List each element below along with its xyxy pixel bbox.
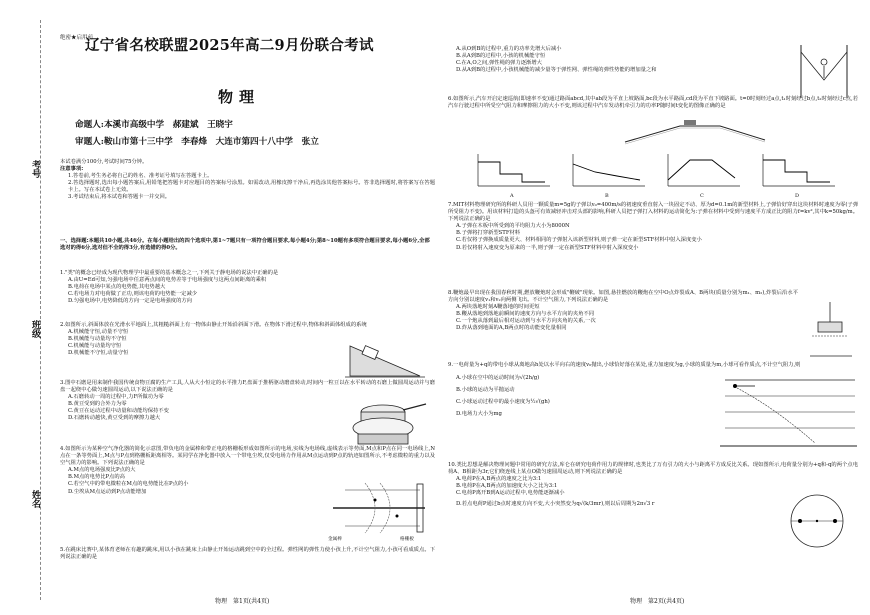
left-column <box>60 0 435 615</box>
option-b: B.从A到B的过程中,小孩的机械能守恒 <box>456 53 546 60</box>
graph-label-c: C <box>700 193 704 199</box>
question-5 <box>60 547 435 561</box>
question-stem: 2.如图所示,斜面体放在光滑水平地面上,其粗糙斜面上有一物体由静止开始沿斜面下滑。在物体下滑过程中,物体和斜面体组成的系统 <box>60 322 367 328</box>
road-figure <box>620 118 770 146</box>
orbit-figure <box>780 492 855 550</box>
graph-b <box>573 154 645 186</box>
option-b: B.黄豆受到的合外力为零 <box>68 401 127 408</box>
question-stem: 5.在跳床比赛中,某体育老师在有趣的跳床,用以小孩在跳床上由静止开始运动跳到空中的全过程。弹性网的弹性力使小孩上升,不计空气阻力,小孩可看成质点。下列说法正确的是 <box>60 547 435 561</box>
cut-line <box>40 20 41 600</box>
section-one-heading: 一、选择题:本题共10小题,共46分。在每小题给出的四个选项中,第1~7题只有一项符合题目要求,每小题4分;第8~10题有多项符合题目要求,每小题6分,全部选对的得6分,选对但不全的得3分,有选错的得0分。 <box>60 238 430 252</box>
option-a: A.电荷P在A,B两点的速度之比为3:1 <box>456 476 542 483</box>
option-a: A.机械能守恒,动量不守恒 <box>68 329 129 336</box>
millstone-figure <box>348 398 428 448</box>
page-footer-left: 物理 第1页(共4页) <box>215 598 270 605</box>
authors-line: 命题人:本溪市高级中学 郝建斌 王晓宇 <box>75 120 233 130</box>
option-d: D.匀强电场中,电势降低的方向一定是电场强度的方向 <box>68 298 192 305</box>
field-figure <box>715 368 860 453</box>
option-a: A.M点的电场强度比P点的大 <box>68 467 136 474</box>
question-stem: 3.图中石磨是用来制作我国传统食物豆腐的生产工具,人从大小恒定的水平推力F,盘面于推柄驱动磨盘转动,时间内一粒豆以在水平转动的石磨上做圆周运动并与磨盘一起绕中心做匀速圆周运动,以下说法正确的是 <box>60 380 435 394</box>
gutter-label-exam-id: 考号 <box>30 160 40 178</box>
option-a: A.石磨转动一周的过程中,力F所做功为零 <box>68 394 164 401</box>
firecracker-figure <box>808 300 853 360</box>
option-d: D.从A到B的过程中,小孩机械能的减少量等于弹性网、弹性绳的弹性势能的增加量之和 <box>456 67 657 74</box>
option-a: A.小球在空中的运动时间为√(2h/g) <box>456 375 540 382</box>
graph-label-d: D <box>795 193 800 199</box>
note-item: 3.考试结束后,将本试卷和答题卡一并交回。 <box>68 194 171 201</box>
graph-a <box>478 154 550 186</box>
option-c: C.黄豆在运动过程中动量和动能均保持不变 <box>68 408 169 415</box>
graph-c <box>668 154 740 186</box>
question-stem: 4.如图所示为某种空气净化器的简化示意图,带负电的金属棒和带正电的格栅板形成如图所示的电场,实线为电场线,虚线表示等势面,M点和P点在同一电场线上,N点在一条等势面上,M点与P点到格栅板距离相等。某同学在净化器中放入一个带电尘埃,仅受电场力作用从M点运动到P点的轨迹如图所示,不考虑微粒的重力以及空气阻力的影响。下列说法正确的是 <box>60 446 435 467</box>
question-stem: 6.如图所示,汽车开启定速巡航(即速率不变)通过路面abcd,其中ab段为平直上坡路面,bc段为水平路面,cd段为平直下坡路面。t=0时刻经过a点,t₁时刻经过b点,t₂时刻经过c点,若汽车行驶过程中所受空气阻力和摩擦阻力的大小不变,则该过程中汽车发动机牵引力的功率P随时间t变化的图像正确的是 <box>448 96 858 110</box>
option-c: C.若空气中的带电微粒在M点的电势能比在P点的小 <box>68 481 189 488</box>
exam-title: 辽宁省名校联盟2025年高二9月份联合考试 <box>85 37 374 54</box>
question-stem: 8.鞭炮最早出现在我国春秋时期,燃放鞭炮时会形成"鞭破"现象。如图,悬挂燃放的鞭炮在空中O点炸裂成A、B两块(质量分别为m₁、m₂),炸裂后沿水平方向分别以速度v₁和v₂向两侧飞出。不计空气阻力,下列说法正确的是 <box>448 290 798 304</box>
power-graphs <box>470 150 850 192</box>
reviewers-line: 审题人:鞍山市第十三中学 李春烽 大连市第四十八中学 张立 <box>75 137 319 147</box>
option-b: B.子弹将打穿新型STF材料 <box>456 230 521 237</box>
question-stem: 1."类"的概念已经成为现代物理学中最重要的基本概念之一,下列关于静电场的说法中正确的是 <box>60 270 279 276</box>
confidential-mark: 绝密★启用前 <box>60 35 94 41</box>
graph-d <box>763 154 835 186</box>
notes-title: 注意事项: <box>60 166 84 173</box>
option-b: B.小球的运动为平抛运动 <box>456 387 515 394</box>
question-stem: 7.MIT材料物理研究所的科研人员用一颗质量m=5g的子弹以v₀=400m/s的初速度垂直射入一块固定不动、厚为d=0.1m的新型材料上,子弹恰好穿出这块材料时速度为零(子弹所受阻力不变)。用该材料打造的头盔可有效减轻冲击对头部的影响,科研人员把子弹打入材料的运动简化为:子弹在材料中受到与速度平方成正比的阻力f=kv²,其中k=50kg/m。下列说法正确的是 <box>448 202 858 223</box>
grid-label: 格栅板 <box>400 537 414 542</box>
option-a: A.两块落地时刻A鞭落地的时间更短 <box>456 304 540 311</box>
incline-figure <box>345 338 425 380</box>
intro-block <box>60 159 435 202</box>
subject-title: 物理 <box>218 88 261 106</box>
option-c: C.在A,O之间,弹性绳的弹力逐渐增大 <box>456 60 542 67</box>
rod-label: 金属棒 <box>328 537 342 542</box>
option-a: A.子弹在木板中所受到的平均阻力大小为8000N <box>456 223 570 230</box>
gutter-label-class: 班级 <box>30 320 40 338</box>
note-item: 2.答选择题时,选出每小题答案后,用铅笔把答题卡对应题目的答案标号涂黑。如需改动,用橡皮擦干净后,再选涂其他答案标号。答非选择题时,将答案写在答题卡上。写在本试卷上无效。 <box>68 180 435 194</box>
option-c: C.若电场力对电荷做了正功,则该电荷的电势能一定减少 <box>68 291 198 298</box>
option-b: B.机械能与动量均不守恒 <box>68 336 127 343</box>
option-d: D.炸从落到地面的A,B两点时的动能变化量相同 <box>456 325 567 332</box>
option-d: D.若点电荷P通过b点时速度方向不变,大小突然变为q√(k/3mr),则以后周期为2π√3 r <box>456 501 655 508</box>
binding-gutter <box>0 0 56 615</box>
option-d: D.尘埃从M点运动到P点动能增加 <box>68 488 147 495</box>
question-5-options <box>448 46 783 74</box>
note-item: 1.答卷前,考生务必将自己的姓名、准考证号填写在答题卡上。 <box>68 173 213 180</box>
option-c: C.一个炮从落到最后相对运动到与水平方向夹角的关系,一次 <box>456 318 596 325</box>
graph-label-b: B <box>605 193 609 199</box>
trampoline-figure <box>793 40 855 102</box>
option-d: D.电场力大小为mg <box>456 411 502 418</box>
graph-label-a: A <box>510 193 514 199</box>
option-d: D.机械能不守恒,动量守恒 <box>68 350 129 357</box>
option-b: B.鞭从落地到落地前瞬间的速度方向与水平方向的夹角不同 <box>456 311 594 318</box>
option-b: B.电荷P在A,B两点的加速度大小之比为3:1 <box>456 483 558 490</box>
option-c: C.若仅将子弹换成质量更大、材料相同的子弹射入该新型材料,则子弹一定在新型STF材料中射入深度变小 <box>456 237 702 244</box>
option-b: B.电荷在电场中某点的电势能,其电势越大 <box>68 284 166 291</box>
question-1 <box>60 270 435 305</box>
page-footer-right: 物理 第2页(共4页) <box>630 598 685 605</box>
option-c: C.机械能与动量均守恒 <box>68 343 122 350</box>
option-d: D.石磨转动越快,黄豆受到的摩擦力越大 <box>68 415 161 422</box>
option-d: D.若仅将射入速度变为原来的一半,则子弹一定在新型STF材料中射入深度变小 <box>456 244 639 251</box>
question-stem: 9.一电荷量为+q的带电小球从离地高h处以水平向右的速度v₀抛出,小球恰好落在某处,重力加速度为g,小球的质量为m,小球可看作质点,不计空气阻力,则 <box>448 362 801 368</box>
air-purifier-figure <box>325 478 430 536</box>
option-a: A.从O到B的过程中,重力的功率先增大后减小 <box>456 46 562 52</box>
option-a: A.由U=Ed可知,匀强电场中任意两点间的电势差等于电场强度与这两点间距离的乘积 <box>68 277 267 284</box>
score-line: 本试卷满分100分,考试时间75分钟。 <box>60 159 148 165</box>
gutter-label-name: 姓名 <box>30 490 40 508</box>
question-stem: 10.类比思想是解决物理问题中常用的研究方法,库仑在研究电荷作用力的规律时,也类比了万有引力的大小与距离平方成反比关系。现如图所示,电荷量分别为+q和-q的两个点电荷A、B相距为3r,它们绕连线上某点O做匀速圆周运动,则下列说法正确的是 <box>448 462 858 476</box>
option-c: C.电荷P离开B到A运动过程中,电势能逐渐减小 <box>456 490 565 497</box>
option-c: C.小球运动过程中的最小速度为½√(gh) <box>456 399 550 406</box>
option-b: B.M点的电势比P点的高 <box>68 474 125 481</box>
